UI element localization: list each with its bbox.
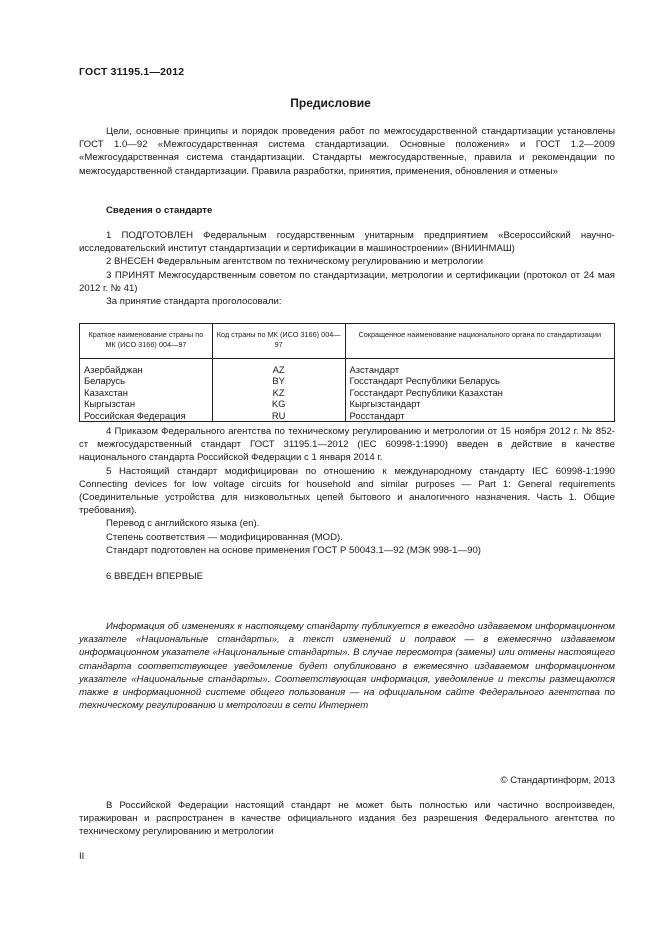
info-item-6: 6 ВВЕДЕН ВПЕРВЫЕ: [106, 571, 204, 582]
preface-intro: Цели, основные принципы и порядок проведения работ по межгосударственной стандартизации установлены ГОСТ 1.0—92 «Межгосударственная система стандартизации. Основные положения» и ГОСТ 1.2—2009 «Межгосударственная система стандартизации. Стандарты межгосударственные, правила и рекомендации по межгосударственной стандартизации. Правила разработки, принятия, применения, обновления и отмены»: [79, 126, 615, 177]
body-cell: Госстандарт Республики Казахстан: [345, 387, 614, 398]
preface-title: Предисловие: [290, 96, 371, 110]
preface-intro-block: [79, 125, 615, 178]
body-cell: Азстандарт: [345, 359, 614, 376]
code-cell: KG: [212, 398, 345, 409]
copyright: © Стандартинформ, 2013: [500, 775, 615, 786]
table-row: [80, 410, 615, 422]
notice-block: [79, 620, 615, 712]
reproduction-block: [79, 799, 615, 839]
basis-note: Стандарт подготовлен на основе применения ГОСТ Р 50043.1—92 (МЭК 998-1—90): [106, 544, 481, 556]
info-heading: Сведения о стандарте: [106, 205, 213, 216]
info-item-1: 1 ПОДГОТОВЛЕН Федеральным государственным унитарным предприятием «Всероссийский научно-исследовательский институт стандартизации и сертификации в машиностроении» (ВНИИНМАШ): [79, 230, 615, 255]
header-country-name: Краткое наименование страны по МК (ИСО 3166) 004—97: [80, 324, 213, 359]
country-cell: Азербайджан: [80, 359, 213, 376]
body-cell: Кыргызстандарт: [345, 398, 614, 409]
table-row: [80, 387, 615, 398]
table-row: [80, 398, 615, 409]
table-row: [80, 359, 615, 376]
info-item-4: 4 Приказом Федерального агентства по техническому регулированию и метрологии от 15 ноября 2012 г. № 852-ст межгосударственный стандарт ГОСТ 31195.1—2012 (IEC 60998-1:1990) введен в действие в качестве национального стандарта Российской Федерации с 1 января 2014 г.: [79, 426, 615, 464]
info-item-2: 2 ВНЕСЕН Федеральным агентством по техническому регулированию и метрологии: [106, 256, 484, 268]
code-cell: RU: [212, 410, 345, 422]
reproduction-notice: В Российской Федерации настоящий стандарт не может быть полностью или частично воспроизведен, тиражирован и распространен в качестве официального издания без разрешения Федерального агентства по техническому регулированию и метрологии: [79, 800, 615, 838]
info-block: [79, 229, 615, 308]
body-cell: Росстандарт: [345, 410, 614, 422]
after-table-block: [79, 425, 615, 557]
document-code: ГОСТ 31195.1—2012: [79, 66, 185, 78]
header-standards-body: Сокращенное наименование национального органа по стандартизации: [345, 324, 614, 359]
item-6-block: [79, 570, 615, 583]
page-number: II: [79, 851, 85, 862]
changes-notice: Информация об изменениях к настоящему стандарту публикуется в ежегодно издаваемом информационном указателе «Национальные стандарты», а текст изменений и поправок — в ежемесячно издаваемом информационном указателе «Национальные стандарты». В случае пересмотра (замены) или отмены настоящего стандарта соответствующее уведомление будет опубликовано в ежемесячно издаваемом информационном указателе «Национальные стандарты». Соответствующая информация, уведомление и тексты размещаются также в информационной системе общего пользования — на официальном сайте Федерального агентства по техническому регулированию и метрологии в сети Интернет: [79, 621, 615, 712]
voted-label: За принятие стандарта проголосовали:: [106, 296, 282, 308]
country-cell: Кыргызстан: [80, 398, 213, 409]
code-cell: KZ: [212, 387, 345, 398]
info-item-5: 5 Настоящий стандарт модифицирован по отношению к международному стандарту IEC 60998-1:1990 Connecting devices for low voltage circuits for household and similar purposes — Part 1: General requirements (Соединительные устройства для низковольтных цепей бытового и аналогичного назначения. Часть 1. Общие требования).: [79, 465, 615, 517]
body-cell: Госстандарт Республики Беларусь: [345, 375, 614, 386]
voting-states-table: [79, 323, 615, 422]
country-cell: Беларусь: [80, 375, 213, 386]
conformity-note: Степень соответствия — модифицированная (MOD).: [106, 531, 343, 543]
table-row: [80, 375, 615, 386]
country-cell: Российская Федерация: [80, 410, 213, 422]
table-header-row: [80, 324, 615, 359]
info-item-3: 3 ПРИНЯТ Межгосударственным советом по стандартизации, метрологии и сертификации (протокол от 24 мая 2012 г. № 41): [79, 269, 615, 294]
code-cell: BY: [212, 375, 345, 386]
country-cell: Казахстан: [80, 387, 213, 398]
translation-note: Перевод с английского языка (en).: [106, 518, 260, 530]
code-cell: AZ: [212, 359, 345, 376]
header-country-code: Код страны по МК (ИСО 3166) 004—97: [212, 324, 345, 359]
